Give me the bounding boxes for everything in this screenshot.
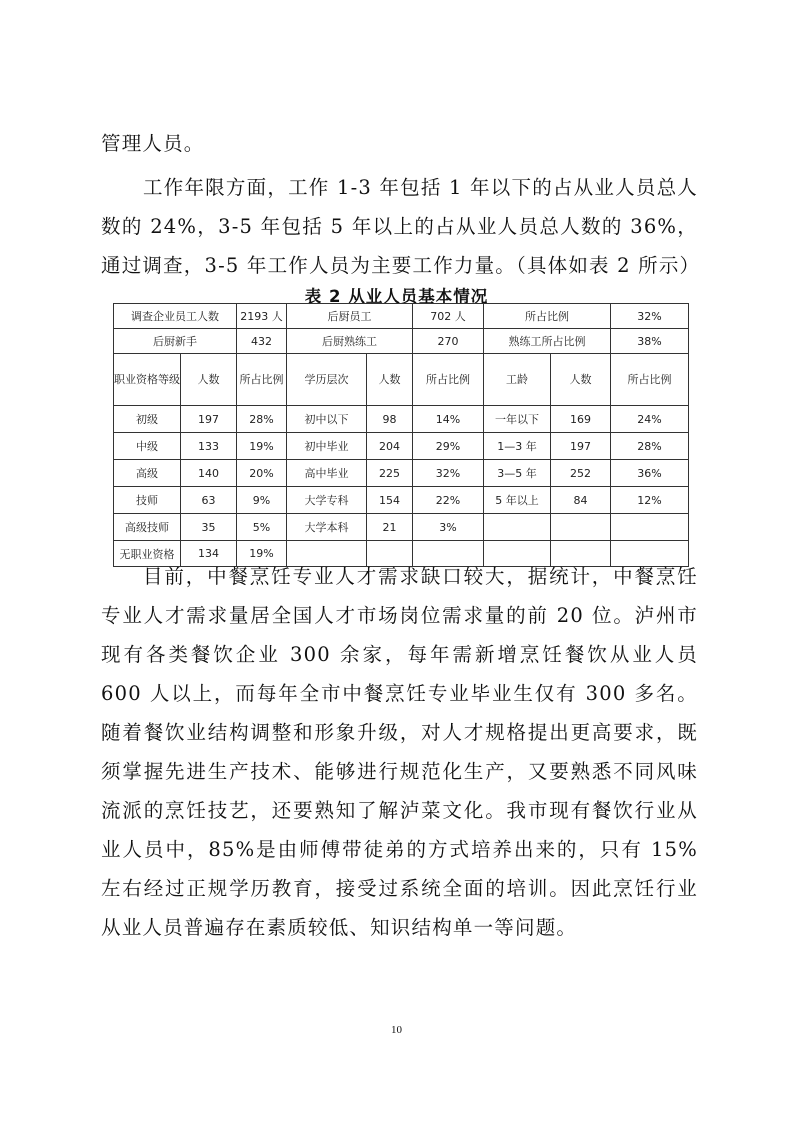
table-header-cell: 所占比例	[413, 354, 484, 406]
table-cell: 252	[551, 460, 611, 487]
table-row	[114, 514, 689, 541]
table-cell: 熟练工所占比例	[484, 329, 611, 354]
table-cell: 24%	[611, 406, 689, 433]
table-cell: 后厨员工	[287, 304, 413, 329]
table-cell: 38%	[611, 329, 689, 354]
table-caption: 表 2 从业人员基本情况	[304, 287, 489, 306]
table-cell: 197	[181, 406, 237, 433]
table-cell: 中级	[114, 433, 181, 460]
table-cell: 204	[367, 433, 413, 460]
table-cell: 270	[413, 329, 484, 354]
table-cell: 32%	[611, 304, 689, 329]
table-row	[114, 433, 689, 460]
table-cell: 98	[367, 406, 413, 433]
table-cell: 28%	[611, 433, 689, 460]
table-cell: 技师	[114, 487, 181, 514]
table-cell	[611, 514, 689, 541]
table-header-row	[114, 354, 689, 406]
table-header-cell: 所占比例	[237, 354, 287, 406]
table-row	[114, 406, 689, 433]
table-cell: 高级技师	[114, 514, 181, 541]
table-cell: 调查企业员工人数	[114, 304, 237, 329]
table-cell: 154	[367, 487, 413, 514]
table-cell: 19%	[237, 433, 287, 460]
table-cell: 1—3 年	[484, 433, 551, 460]
page-number: 10	[391, 1024, 402, 1036]
table-cell: 197	[551, 433, 611, 460]
table-cell: 无职业资格	[114, 541, 181, 567]
table-cell: 14%	[413, 406, 484, 433]
table-cell: 22%	[413, 487, 484, 514]
table-cell: 初中毕业	[287, 433, 367, 460]
table-cell: 29%	[413, 433, 484, 460]
table-cell: 2193 人	[237, 304, 287, 329]
table-cell: 3%	[413, 514, 484, 541]
table-cell: 高中毕业	[287, 460, 367, 487]
table-header-cell: 人数	[551, 354, 611, 406]
table-row	[114, 460, 689, 487]
table-cell: 32%	[413, 460, 484, 487]
table-header-cell: 所占比例	[611, 354, 689, 406]
table-row	[114, 487, 689, 514]
table-cell: 84	[551, 487, 611, 514]
table-cell: 63	[181, 487, 237, 514]
table-cell: 后厨熟练工	[287, 329, 413, 354]
table-cell: 28%	[237, 406, 287, 433]
table-cell: 12%	[611, 487, 689, 514]
paragraph-work-years	[101, 168, 701, 285]
table-cell: 5%	[237, 514, 287, 541]
table-cell: 19%	[237, 541, 287, 567]
table-cell: 169	[551, 406, 611, 433]
table-header-cell: 职业资格等级	[114, 354, 181, 406]
staff-table	[113, 303, 689, 567]
table-cell: 36%	[611, 460, 689, 487]
table-cell: 133	[181, 433, 237, 460]
paragraph-text: 管理人员。	[101, 132, 205, 155]
table-cell: 一年以下	[484, 406, 551, 433]
table-cell: 大学专科	[287, 487, 367, 514]
table-header-cell: 人数	[367, 354, 413, 406]
paragraph-text: 工作年限方面，工作 1-3 年包括 1 年以下的占从业人员总人数的 24%，3-5 年包括 5 年以上的占从业人员总人数的 36%，通过调查，3-5 年工作人员为主要工作力量。（具体如表 2 所示）	[101, 176, 701, 277]
paragraph-text: 目前，中餐烹饪专业人才需求缺口较大，据统计，中餐烹饪专业人才需求量居全国人才市场岗位需求量的前 20 位。泸州市现有各类餐饮企业 300 余家，每年需新增烹饪餐饮从业人员 600 人以上，而每年全市中餐烹饪专业毕业生仅有 300 多名。随着餐饮业结构调整和形象升级，对人才规格提出更高要求，既须掌握先进生产技术、能够进行规范化生产，又要熟悉不同风味流派的烹饪技艺，还要熟知了解泸菜文化。我市现有餐饮行业从业人员中，85%是由师傅带徒弟的方式培养出来的，只有 15%左右经过正规学历教育，接受过系统全面的培训。因此烹饪行业从业人员普遍存在素质较低、知识结构单一等问题。	[101, 565, 698, 939]
table-cell	[484, 514, 551, 541]
table-cell	[551, 514, 611, 541]
table-cell: 225	[367, 460, 413, 487]
summary-row	[114, 329, 689, 354]
table-cell: 3—5 年	[484, 460, 551, 487]
table-header-cell: 人数	[181, 354, 237, 406]
table-cell: 20%	[237, 460, 287, 487]
table-header-cell: 工龄	[484, 354, 551, 406]
table-cell: 大学本科	[287, 514, 367, 541]
table-cell: 初级	[114, 406, 181, 433]
table-cell: 702 人	[413, 304, 484, 329]
table-cell: 初中以下	[287, 406, 367, 433]
summary-row	[114, 304, 689, 329]
table-cell: 9%	[237, 487, 287, 514]
table-cell: 140	[181, 460, 237, 487]
table-header-cell: 学历层次	[287, 354, 367, 406]
table-cell: 高级	[114, 460, 181, 487]
table-cell: 后厨新手	[114, 329, 237, 354]
table-cell: 35	[181, 514, 237, 541]
table-cell: 5 年以上	[484, 487, 551, 514]
paragraph-demand	[101, 557, 698, 947]
table-cell: 所占比例	[484, 304, 611, 329]
table-cell: 432	[237, 329, 287, 354]
paragraph-continuation	[101, 124, 698, 163]
table-cell: 21	[367, 514, 413, 541]
table-cell: 134	[181, 541, 237, 567]
